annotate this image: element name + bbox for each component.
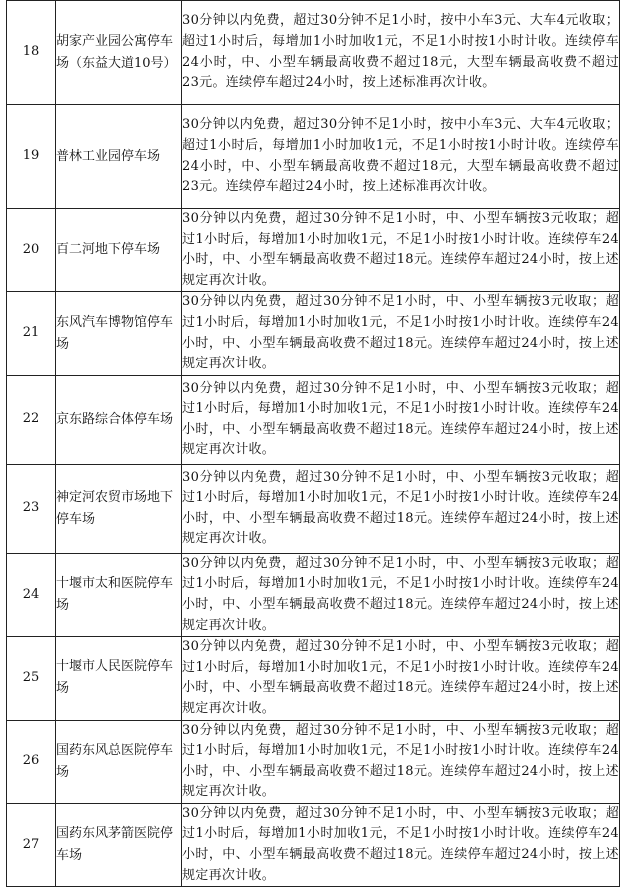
table-row [7,803,620,886]
table-row [7,105,620,209]
row-number: 20 [7,209,56,292]
fee-rule: 30分钟以内免费，超过30分钟不足1小时，中、小型车辆按3元收取；超过1小时后，每增加1小时加收1元，不足1小时按1小时计收。连续停车24小时，中、小型车辆最高收费不超过18元。连续停车超过24小时，按上述规定再次计收。 [182,292,620,375]
row-number: 23 [7,464,56,553]
table-row [7,375,620,464]
parking-fee-table [6,0,620,887]
fee-rule: 30分钟以内免费，超过30分钟不足1小时，中、小型车辆按3元收取；超过1小时后，每增加1小时加收1元，不足1小时按1小时计收。连续停车24小时，中、小型车辆最高收费不超过18元。连续停车超过24小时，按上述规定再次计收。 [182,464,620,553]
parking-lot-name: 胡家产业园公寓停车场（东益大道10号） [56,1,182,105]
row-number: 24 [7,553,56,636]
fee-rule: 30分钟以内免费，超过30分钟不足1小时，中、小型车辆按3元收取；超过1小时后，每增加1小时加收1元，不足1小时按1小时计收。连续停车24小时，中、小型车辆最高收费不超过18元。连续停车超过24小时，按上述规定再次计收。 [182,637,620,720]
table-row [7,292,620,375]
table-row [7,637,620,720]
parking-lot-name: 东风汽车博物馆停车场 [56,292,182,375]
row-number: 26 [7,720,56,803]
parking-lot-name: 京东路综合体停车场 [56,375,182,464]
table-row [7,720,620,803]
fee-rule: 30分钟以内免费，超过30分钟不足1小时，中、小型车辆按3元收取；超过1小时后，每增加1小时加收1元，不足1小时按1小时计收。连续停车24小时，中、小型车辆最高收费不超过18元。连续停车超过24小时，按上述规定再次计收。 [182,803,620,886]
row-number: 22 [7,375,56,464]
fee-rule: 30分钟以内免费，超过30分钟不足1小时，中、小型车辆按3元收取；超过1小时后，每增加1小时加收1元，不足1小时按1小时计收。连续停车24小时，中、小型车辆最高收费不超过18元。连续停车超过24小时，按上述规定再次计收。 [182,209,620,292]
table-row [7,553,620,636]
parking-lot-name: 百二河地下停车场 [56,209,182,292]
fee-rule: 30分钟以内免费，超过30分钟不足1小时，按中小车3元、大车4元收取；超过1小时后，每增加1小时加收1元，不足1小时按1小时计收。连续停车24小时，中、小型车辆最高收费不超过18元，大型车辆最高收费不超过23元。连续停车超过24小时，按上述标准再次计收。 [182,1,620,105]
row-number: 18 [7,1,56,105]
fee-rule: 30分钟以内免费，超过30分钟不足1小时，中、小型车辆按3元收取；超过1小时后，每增加1小时加收1元，不足1小时按1小时计收。连续停车24小时，中、小型车辆最高收费不超过18元。连续停车超过24小时，按上述规定再次计收。 [182,720,620,803]
fee-rule: 30分钟以内免费，超过30分钟不足1小时，按中小车3元、大车4元收取；超过1小时后，每增加1小时加收1元，不足1小时按1小时计收。连续停车24小时，中、小型车辆最高收费不超过18元，大型车辆最高收费不超过23元。连续停车超过24小时，按上述标准再次计收。 [182,105,620,209]
parking-lot-name: 普林工业园停车场 [56,105,182,209]
row-number: 27 [7,803,56,886]
table-row [7,1,620,105]
row-number: 25 [7,637,56,720]
row-number: 21 [7,292,56,375]
table-row [7,209,620,292]
fee-rule: 30分钟以内免费，超过30分钟不足1小时，中、小型车辆按3元收取；超过1小时后，每增加1小时加收1元，不足1小时按1小时计收。连续停车24小时，中、小型车辆最高收费不超过18元。连续停车超过24小时，按上述规定再次计收。 [182,553,620,636]
parking-lot-name: 神定河农贸市场地下停车场 [56,464,182,553]
parking-lot-name: 十堰市太和医院停车场 [56,553,182,636]
parking-lot-name: 十堰市人民医院停车场 [56,637,182,720]
table-row [7,464,620,553]
parking-lot-name: 国药东风茅箭医院停车场 [56,803,182,886]
fee-rule: 30分钟以内免费，超过30分钟不足1小时，中、小型车辆按3元收取；超过1小时后，每增加1小时加收1元，不足1小时按1小时计收。连续停车24小时，中、小型车辆最高收费不超过18元。连续停车超过24小时，按上述规定再次计收。 [182,375,620,464]
parking-lot-name: 国药东风总医院停车场 [56,720,182,803]
row-number: 19 [7,105,56,209]
